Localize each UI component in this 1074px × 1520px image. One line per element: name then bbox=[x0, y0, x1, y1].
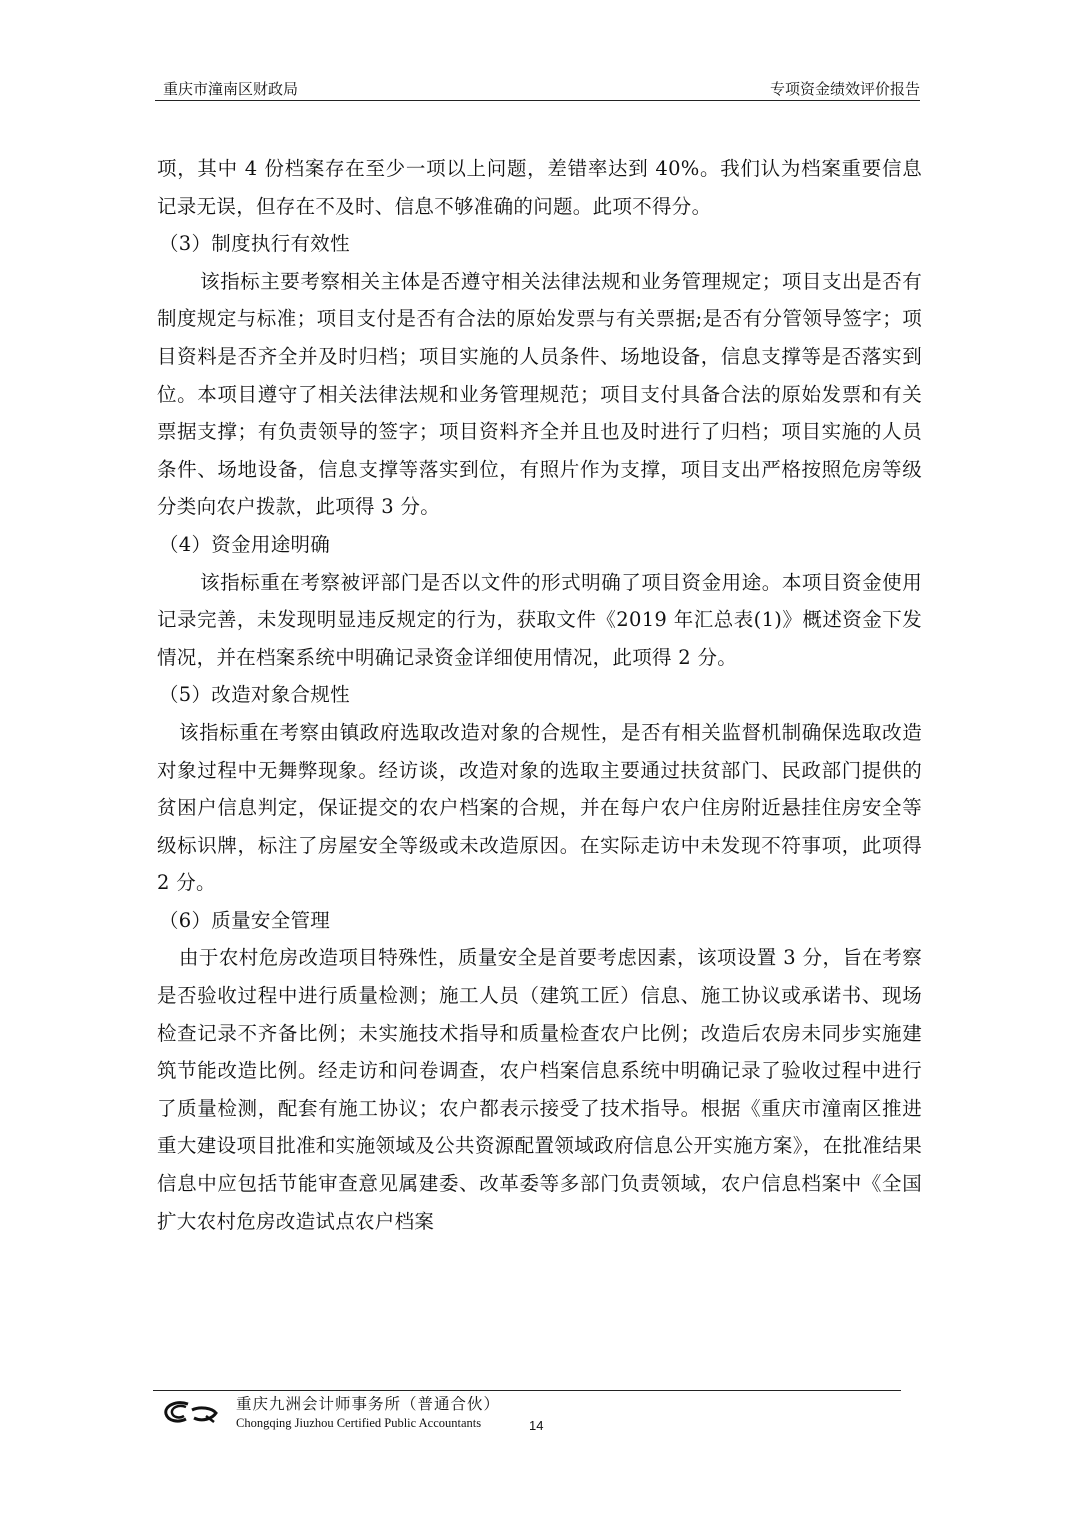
page-header bbox=[155, 76, 920, 101]
header-report-title: 专项资金绩效评价报告 bbox=[769, 80, 920, 98]
paragraph-target-compliance: 该指标重在考察由镇政府选取改造对象的合规性，是否有相关监督机制确保选取改造对象过程中无舞弊现象。经访谈，改造对象的选取主要通过扶贫部门、民政部门提供的贫困户信息判定，保证提交的农户档案的合规，并在每户农户住房附近悬挂住房安全等级标识牌，标注了房屋安全等级或未改造原因。在实际走访中未发现不符事项，此项得 2 分。 bbox=[157, 720, 922, 895]
footer-firm-name-cn: 重庆九洲会计师事务所（普通合伙） bbox=[236, 1395, 501, 1413]
section-heading-6: （6）质量安全管理 bbox=[159, 908, 331, 932]
paragraph-system-execution: 该指标主要考察相关主体是否遵守相关法律法规和业务管理规定；项目支出是否有制度规定与标准；项目支付是否有合法的原始发票与有关票据;是否有分管领导签字；项目资料是否齐全并及时归档；项目实施的人员条件、场地设备，信息支撑等是否落实到位。本项目遵守了相关法律法规和业务管理规范；项目支付具备合法的原始发票和有关票据支撑；有负责领导的签字；项目资料齐全并且也及时进行了归档；项目实施的人员条件、场地设备，信息支撑等落实到位，有照片作为支撑，项目支出严格按照危房等级分类向农户拨款，此项得 3 分。 bbox=[157, 269, 922, 519]
page-number: 14 bbox=[529, 1418, 544, 1433]
section-heading-4: （4）资金用途明确 bbox=[159, 532, 331, 556]
footer-divider bbox=[153, 1390, 901, 1391]
section-heading-5: （5）改造对象合规性 bbox=[159, 683, 350, 707]
firm-logo-icon bbox=[162, 1398, 220, 1428]
paragraph-continuation: 项，其中 4 份档案存在至少一项以上问题，差错率达到 40%。我们认为档案重要信息记录无误，但存在不及时、信息不够准确的问题。此项不得分。 bbox=[157, 157, 922, 218]
header-issuer: 重庆市潼南区财政局 bbox=[163, 80, 299, 98]
footer-firm-name-en: Chongqing Jiuzhou Certified Public Accountants bbox=[236, 1416, 482, 1430]
paragraph-quality-safety: 由于农村危房改造项目特殊性，质量安全是首要考虑因素，该项设置 3 分，旨在考察是否验收过程中进行质量检测；施工人员（建筑工匠）信息、施工协议或承诺书、现场检查记录不齐备比例；未实施技术指导和质量检查农户比例；改造后农房未同步实施建筑节能改造比例。经走访和问卷调查，农户档案信息系统中明确记录了验收过程中进行了质量检测，配套有施工协议；农户都表示接受了技术指导。根据《重庆市潼南区推进重大建设项目批准和实施领域及公共资源配置领域政府信息公开实施方案》，在批准结果信息中应包括节能审查意见属建委、改革委等多部门负责领域，农户信息档案中《全国扩大农村危房改造试点农户档案 bbox=[157, 946, 922, 1233]
document-body bbox=[157, 150, 922, 1240]
section-heading-3: （3）制度执行有效性 bbox=[159, 232, 350, 256]
paragraph-fund-usage: 该指标重在考察被评部门是否以文件的形式明确了项目资金用途。本项目资金使用记录完善，未发现明显违反规定的行为，获取文件《2019 年汇总表(1)》概述资金下发情况，并在档案系统中明确记录资金详细使用情况，此项得 2 分。 bbox=[157, 570, 922, 669]
